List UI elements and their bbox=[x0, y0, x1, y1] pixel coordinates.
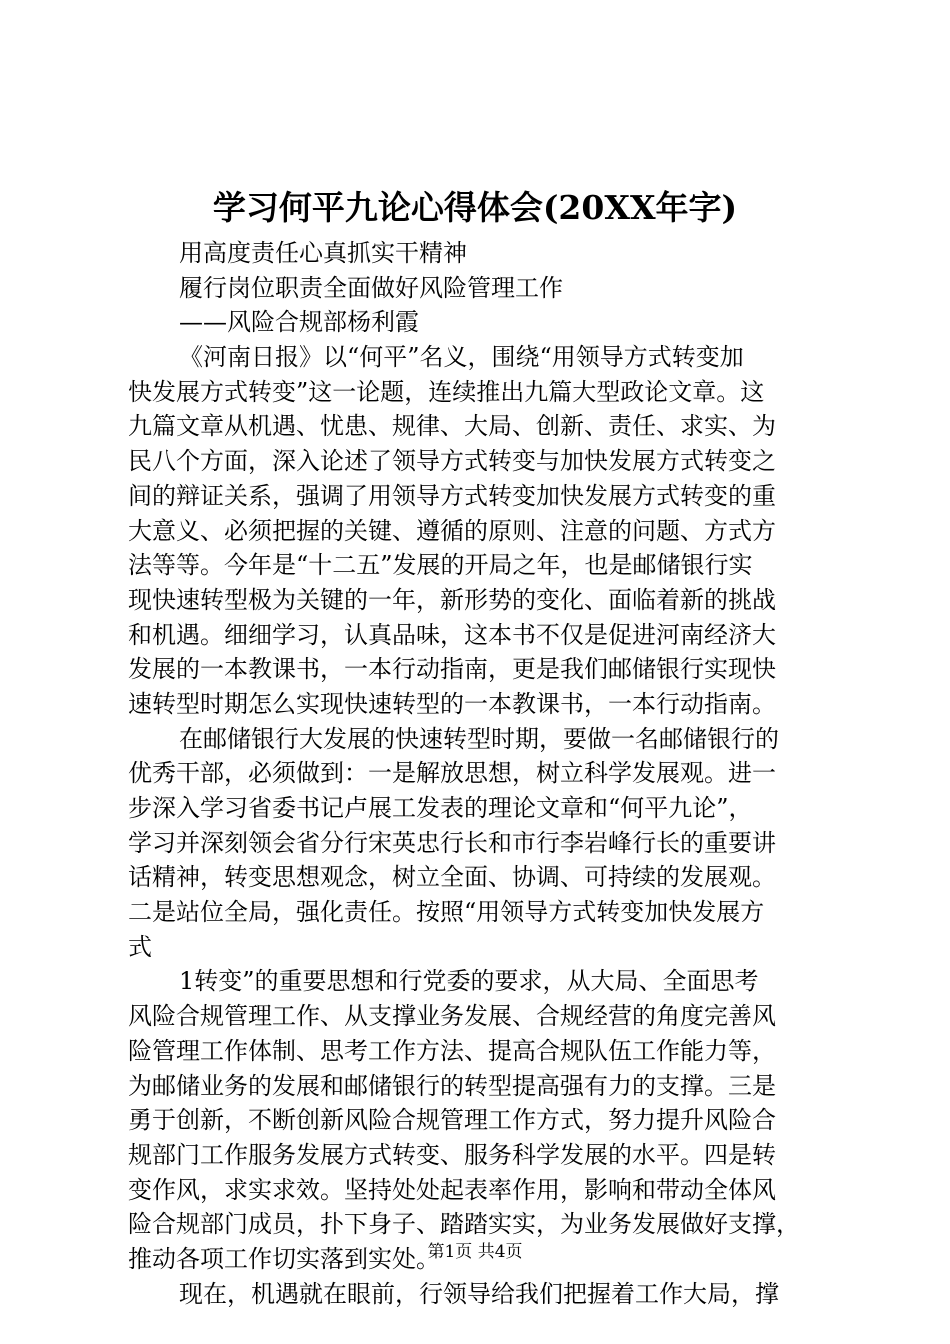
text-line: 法等等。今年是“十二五”发展的开局之年，也是邮储银行实 bbox=[128, 551, 753, 580]
text-line: 《河南日报》以“何平”名义，围绕“用领导方式转变加 bbox=[179, 343, 744, 372]
text-line: 现快速转型极为关键的一年，新形势的变化、面临着新的挑战 bbox=[128, 585, 776, 614]
text-line: 九篇文章从机遇、忧患、规律、大局、创新、责任、求实、为 bbox=[128, 412, 776, 441]
text-line: 优秀干部，必须做到：一是解放思想，树立科学发展观。进一 bbox=[128, 759, 776, 788]
text-line: 勇于创新，不断创新风险合规管理工作方式，努力提升风险合 bbox=[128, 1106, 776, 1135]
text-line: 民八个方面，深入论述了领导方式转变与加快发展方式转变之 bbox=[128, 447, 776, 476]
text-line: 间的辩证关系，强调了用领导方式转变加快发展方式转变的重 bbox=[128, 481, 776, 510]
text-line: 发展的一本教课书，一本行动指南，更是我们邮储银行实现快 bbox=[128, 655, 776, 684]
document-title: 学习何平九论心得体会(20XX年字) bbox=[212, 188, 738, 227]
text-line: 风险合规管理工作、从支撑业务发展、合规经营的角度完善风 bbox=[128, 1002, 776, 1031]
text-line: 二是站位全局，强化责任。按照“用领导方式转变加快发展方 bbox=[128, 898, 765, 927]
text-line: 1转变”的重要思想和行党委的要求，从大局、全面思考 bbox=[179, 967, 759, 996]
text-line: 快发展方式转变”这一论题，连续推出九篇大型政论文章。这 bbox=[128, 377, 765, 406]
text-line: 险合规部门成员，扑下身子、踏踏实实，为业务发展做好支撑， bbox=[128, 1210, 800, 1239]
document-body bbox=[128, 236, 828, 1311]
text-line: 在邮储银行大发展的快速转型时期，要做一名邮储银行的 bbox=[179, 724, 779, 753]
text-line: 履行岗位职责全面做好风险管理工作 bbox=[179, 273, 563, 302]
text-line: 和机遇。细细学习，认真品味，这本书不仅是促进河南经济大 bbox=[128, 620, 776, 649]
text-line: 速转型时期怎么实现快速转型的一本教课书，一本行动指南。 bbox=[128, 689, 776, 718]
text-line: 推动各项工作切实落到实处。 bbox=[128, 1244, 440, 1273]
text-line: ——风险合规部杨利霞 bbox=[179, 308, 419, 337]
text-line: 现在，机遇就在眼前，行领导给我们把握着工作大局，撑 bbox=[179, 1279, 779, 1308]
text-line: 为邮储业务的发展和邮储银行的转型提高强有力的支撑。三是 bbox=[128, 1071, 776, 1100]
text-line: 式 bbox=[128, 932, 152, 961]
text-line: 险管理工作体制、思考工作方法、提高合规队伍工作能力等， bbox=[128, 1036, 776, 1065]
text-line: 规部门工作服务发展方式转变、服务科学发展的水平。四是转 bbox=[128, 1140, 776, 1169]
text-line: 学习并深刻领会省分行宋英忠行长和市行李岩峰行长的重要讲 bbox=[128, 828, 776, 857]
text-line: 话精神，转变思想观念，树立全面、协调、可持续的发展观。 bbox=[128, 863, 776, 892]
text-line: 大意义、必须把握的关键、遵循的原则、注意的问题、方式方 bbox=[128, 516, 776, 545]
text-line: 变作风，求实求效。坚持处处起表率作用，影响和带动全体风 bbox=[128, 1175, 776, 1204]
text-line: 用高度责任心真抓实干精神 bbox=[179, 239, 467, 267]
page-footer: 第1页 共4页 bbox=[427, 1242, 523, 1262]
text-line: 步深入学习省委书记卢展工发表的理论文章和“何平九论”， bbox=[128, 794, 753, 822]
